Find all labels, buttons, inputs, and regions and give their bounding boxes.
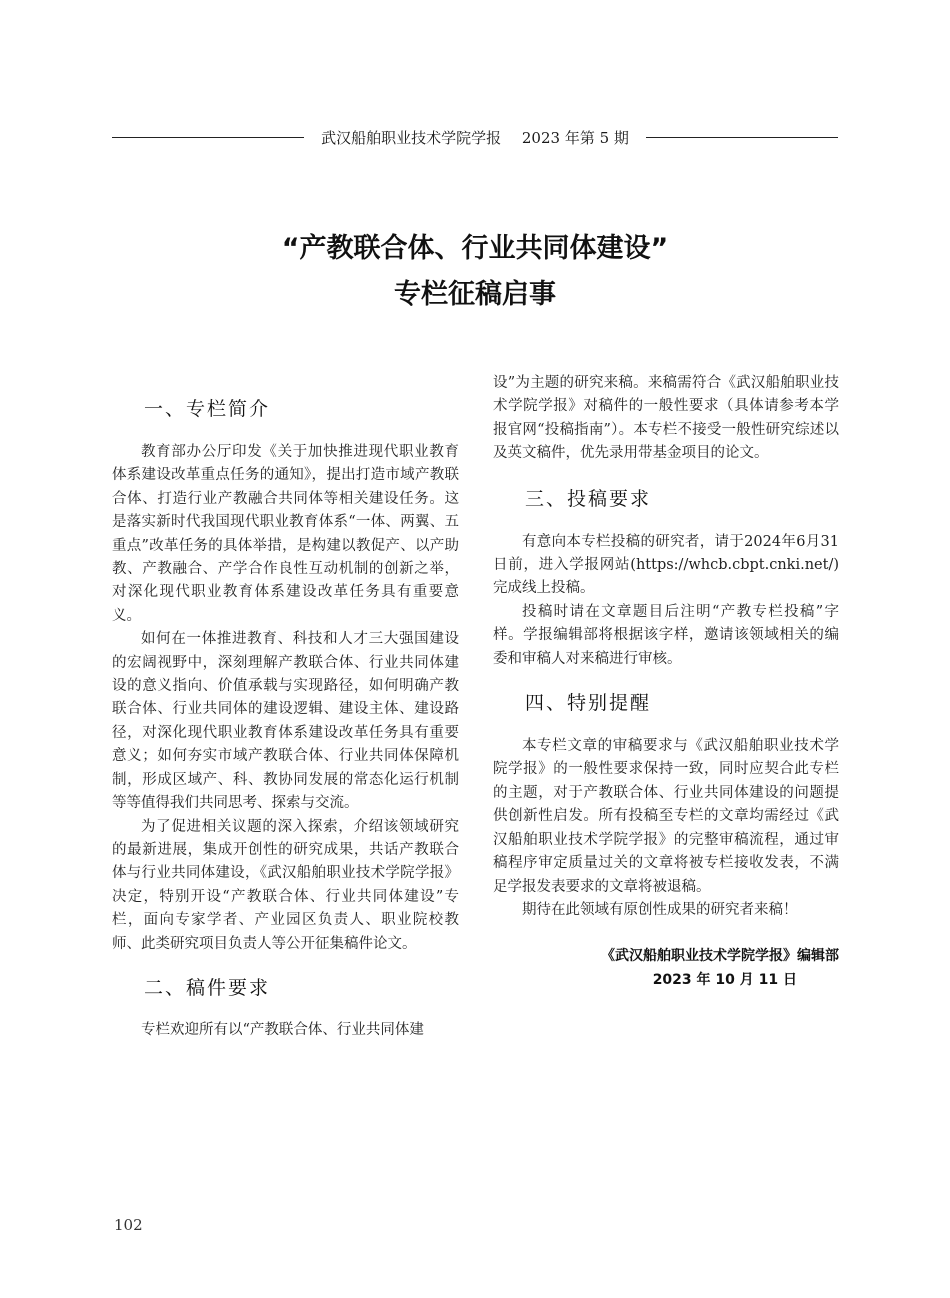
right-column xyxy=(493,372,839,992)
section-heading-notice: 四、特别提醒 xyxy=(525,692,652,715)
signature-block xyxy=(493,944,839,992)
section-heading-submission: 三、投稿要求 xyxy=(525,487,652,510)
notice-paragraph-2: 期待在此领域有原创性成果的研究者来稿！ xyxy=(522,901,798,918)
title-line-2: 专栏征稿启事 xyxy=(394,279,556,310)
title-line-1: “产教联合体、行业共同体建设” xyxy=(281,233,669,264)
requirements-paragraph-continued: 设”为主题的研究来稿。来稿需符合《武汉船舶职业技术学院学报》对稿件的一般性要求（具体请参考本学报官网“投稿指南”）。本专栏不接受一般性研究综述以及英文稿件，优先录用带基金项目的论文。 xyxy=(493,375,839,462)
header-rule-right xyxy=(646,137,838,138)
header-rule-left xyxy=(112,137,304,138)
journal-name: 武汉船舶职业技术学院学报 xyxy=(321,129,502,147)
intro-paragraph-2: 如何在一体推进教育、科技和人才三大强国建设的宏阔视野中，深刻理解产教联合体、行业共同体建设的意义指向、价值承载与实现路径，如何明确产教联合体、行业共同体的建设逻辑、建设主体、建设路径，对深化现代职业教育体系建设改革任务具有重要意义；如何夯实市域产教联合体、行业共同体保障机制，形成区域产、科、教协同发展的常态化运行机制等等值得我们共同思考、探索与交流。 xyxy=(112,631,459,812)
issue-label: 2023 年第 5 期 xyxy=(521,129,629,147)
header-text xyxy=(304,127,646,149)
page-title xyxy=(112,226,838,318)
section-heading-intro: 一、专栏简介 xyxy=(144,398,271,420)
submission-paragraph-2: 投稿时请在文章题目后注明“产教专栏投稿”字样。学报编辑部将根据该字样，邀请该领域相关的编委和审稿人对来稿进行审核。 xyxy=(493,603,839,667)
signature-org: 《武汉船舶职业技术学院学报》编辑部 xyxy=(601,948,839,965)
intro-paragraph-1: 教育部办公厅印发《关于加快推进现代职业教育体系建设改革重点任务的通知》，提出打造市域产教联合体、打造行业产教融合共同体等相关建设任务。这是落实新时代我国现代职业教育体系“一体、两翼、五重点”改革任务的具体举措，是构建以教促产、以产助教、产教融合、产学合作良性互动机制的创新之举，对深化现代职业教育体系建设改革任务具有重要意义。 xyxy=(112,444,459,624)
signature-date: 2023 年 10 月 11 日 xyxy=(652,972,797,989)
page-number: 102 xyxy=(114,1216,143,1234)
left-column xyxy=(112,372,459,1042)
notice-paragraph-1: 本专栏文章的审稿要求与《武汉船舶职业技术学院学报》的一般性要求保持一致，同时应契合此专栏的主题，对于产教联合体、行业共同体建设的问题提供创新性启发。所有投稿至专栏的文章均需经过《武汉船舶职业技术学院学报》的完整审稿流程，通过审稿程序审定质量过关的文章将被专栏接收发表，不满足学报发表要求的文章将被退稿。 xyxy=(493,738,839,895)
requirements-paragraph-start: 专栏欢迎所有以“产教联合体、行业共同体建 xyxy=(141,1021,424,1038)
section-heading-requirements: 二、稿件要求 xyxy=(144,976,271,999)
running-header xyxy=(112,127,838,149)
submission-paragraph-1: 有意向本专栏投稿的研究者，请于2024年6月31日前，进入学报网站(https://whcb.cbpt.cnki.net/)完成线上投稿。 xyxy=(493,533,839,597)
intro-paragraph-3: 为了促进相关议题的深入探索，介绍该领域研究的最新进展，集成开创性的研究成果，共话产教联合体与行业共同体建设，《武汉船舶职业技术学院学报》决定，特别开设“产教联合体、行业共同体建设”专栏，面向专家学者、产业园区负责人、职业院校教师、此类研究项目负责人等公开征集稿件论文。 xyxy=(112,818,459,952)
